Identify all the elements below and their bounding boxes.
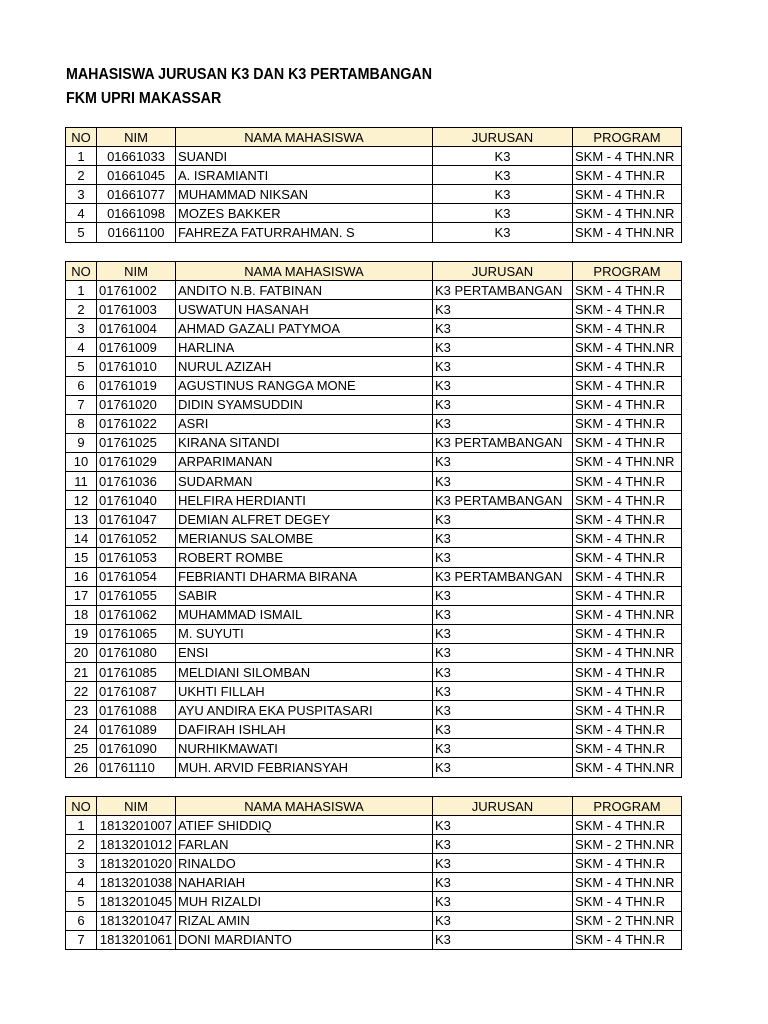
table-row — [66, 338, 682, 357]
header-program: PROGRAM — [573, 797, 682, 816]
cell-jurusan: K3 — [433, 854, 573, 873]
cell-no: 14 — [66, 529, 97, 548]
table-row — [66, 166, 682, 185]
cell-program: SKM - 4 THN.NR — [573, 605, 682, 624]
cell-nama: SUDARMAN — [176, 472, 433, 491]
table-row — [66, 567, 682, 586]
cell-jurusan: K3 — [433, 682, 573, 701]
header-jurusan: JURUSAN — [433, 797, 573, 816]
cell-nama: SABIR — [176, 586, 433, 605]
table-row — [66, 624, 682, 643]
cell-nim: 01761088 — [97, 701, 176, 720]
cell-program: SKM - 4 THN.NR — [573, 452, 682, 471]
cell-nama: NURHIKMAWATI — [176, 739, 433, 758]
cell-no: 22 — [66, 682, 97, 701]
cell-no: 20 — [66, 643, 97, 662]
cell-no: 7 — [66, 395, 97, 414]
cell-no: 3 — [66, 185, 97, 204]
cell-jurusan: K3 — [433, 758, 573, 777]
table-row — [66, 720, 682, 739]
cell-no: 25 — [66, 739, 97, 758]
cell-jurusan: K3 — [433, 892, 573, 911]
cell-nama: HARLINA — [176, 338, 433, 357]
cell-nama: RINALDO — [176, 854, 433, 873]
cell-jurusan: K3 — [433, 529, 573, 548]
cell-no: 24 — [66, 720, 97, 739]
cell-program: SKM - 2 THN.NR — [573, 911, 682, 930]
cell-nama: RIZAL AMIN — [176, 911, 433, 930]
header-no: NO — [66, 128, 97, 147]
cell-nama: DIDIN SYAMSUDDIN — [176, 395, 433, 414]
cell-program: SKM - 4 THN.R — [573, 376, 682, 395]
cell-program: SKM - 2 THN.NR — [573, 835, 682, 854]
table-row — [66, 586, 682, 605]
cell-nama: MERIANUS SALOMBE — [176, 529, 433, 548]
cell-nama: MUH RIZALDI — [176, 892, 433, 911]
cell-program: SKM - 4 THN.R — [573, 624, 682, 643]
cell-nim: 01761089 — [97, 720, 176, 739]
cell-nim: 01761054 — [97, 567, 176, 586]
cell-program: SKM - 4 THN.R — [573, 510, 682, 529]
cell-nim: 01761004 — [97, 319, 176, 338]
cell-nim: 1813201061 — [97, 930, 176, 949]
header-program: PROGRAM — [573, 128, 682, 147]
cell-nim: 1813201007 — [97, 816, 176, 835]
cell-program: SKM - 4 THN.NR — [573, 223, 682, 242]
table-row — [66, 930, 682, 949]
cell-nama: DAFIRAH ISHLAH — [176, 720, 433, 739]
cell-jurusan: K3 — [433, 223, 573, 242]
cell-jurusan: K3 — [433, 357, 573, 376]
cell-no: 12 — [66, 491, 97, 510]
header-nim: NIM — [97, 128, 176, 147]
cell-no: 3 — [66, 854, 97, 873]
cell-nama: HELFIRA HERDIANTI — [176, 491, 433, 510]
cell-no: 7 — [66, 930, 97, 949]
cell-no: 2 — [66, 835, 97, 854]
cell-no: 10 — [66, 452, 97, 471]
table-row — [66, 739, 682, 758]
cell-nim: 01661077 — [97, 185, 176, 204]
cell-program: SKM - 4 THN.R — [573, 185, 682, 204]
cell-nama: DONI MARDIANTO — [176, 930, 433, 949]
cell-nim: 01661033 — [97, 147, 176, 166]
cell-jurusan: K3 — [433, 816, 573, 835]
table-row — [66, 147, 682, 166]
cell-program: SKM - 4 THN.NR — [573, 204, 682, 223]
cell-nim: 01761020 — [97, 395, 176, 414]
cell-program: SKM - 4 THN.R — [573, 357, 682, 376]
cell-nama: MUHAMMAD ISMAIL — [176, 605, 433, 624]
cell-no: 8 — [66, 414, 97, 433]
cell-jurusan: K3 — [433, 147, 573, 166]
cell-nim: 01761087 — [97, 682, 176, 701]
header-nama: NAMA MAHASISWA — [176, 262, 433, 281]
cell-nim: 01761052 — [97, 529, 176, 548]
cell-jurusan: K3 — [433, 624, 573, 643]
cell-jurusan: K3 — [433, 911, 573, 930]
cell-program: SKM - 4 THN.R — [573, 472, 682, 491]
cell-nama: SUANDI — [176, 147, 433, 166]
cell-jurusan: K3 — [433, 510, 573, 529]
table-row — [66, 605, 682, 624]
table-row — [66, 185, 682, 204]
header-nim: NIM — [97, 262, 176, 281]
cell-nim: 01761022 — [97, 414, 176, 433]
cell-nim: 1813201038 — [97, 873, 176, 892]
cell-no: 18 — [66, 605, 97, 624]
cell-nim: 01761080 — [97, 643, 176, 662]
cell-nim: 01761010 — [97, 357, 176, 376]
table-row — [66, 491, 682, 510]
cell-no: 19 — [66, 624, 97, 643]
cell-jurusan: K3 — [433, 739, 573, 758]
cell-nama: AHMAD GAZALI PATYMOA — [176, 319, 433, 338]
cell-no: 16 — [66, 567, 97, 586]
cell-no: 4 — [66, 204, 97, 223]
cell-no: 11 — [66, 472, 97, 491]
cell-jurusan: K3 — [433, 662, 573, 681]
cell-no: 21 — [66, 662, 97, 681]
table-row — [66, 873, 682, 892]
cell-jurusan: K3 PERTAMBANGAN — [433, 491, 573, 510]
cell-no: 3 — [66, 319, 97, 338]
table-row — [66, 892, 682, 911]
table-row — [66, 452, 682, 471]
student-table-1 — [65, 127, 682, 243]
cell-nama: A. ISRAMIANTI — [176, 166, 433, 185]
cell-nama: ASRI — [176, 414, 433, 433]
cell-jurusan: K3 — [433, 701, 573, 720]
cell-nama: NURUL AZIZAH — [176, 357, 433, 376]
cell-nama: AGUSTINUS RANGGA MONE — [176, 376, 433, 395]
cell-nim: 01761036 — [97, 472, 176, 491]
cell-nim: 01661098 — [97, 204, 176, 223]
cell-nim: 01761019 — [97, 376, 176, 395]
cell-nama: ENSI — [176, 643, 433, 662]
cell-jurusan: K3 — [433, 185, 573, 204]
table-row — [66, 510, 682, 529]
cell-jurusan: K3 — [433, 643, 573, 662]
header-jurusan: JURUSAN — [433, 128, 573, 147]
header-nama: NAMA MAHASISWA — [176, 797, 433, 816]
table-row — [66, 548, 682, 567]
cell-jurusan: K3 — [433, 300, 573, 319]
cell-nim: 01761062 — [97, 605, 176, 624]
cell-nama: MUH. ARVID FEBRIANSYAH — [176, 758, 433, 777]
cell-no: 4 — [66, 873, 97, 892]
table-row — [66, 472, 682, 491]
cell-program: SKM - 4 THN.R — [573, 319, 682, 338]
cell-program: SKM - 4 THN.R — [573, 930, 682, 949]
cell-jurusan: K3 — [433, 204, 573, 223]
cell-nim: 01661045 — [97, 166, 176, 185]
cell-program: SKM - 4 THN.R — [573, 662, 682, 681]
table-header-row — [66, 128, 682, 147]
cell-nim: 01761053 — [97, 548, 176, 567]
cell-nama: ARPARIMANAN — [176, 452, 433, 471]
cell-no: 1 — [66, 147, 97, 166]
cell-program: SKM - 4 THN.R — [573, 548, 682, 567]
header-program: PROGRAM — [573, 262, 682, 281]
cell-program: SKM - 4 THN.R — [573, 892, 682, 911]
document-subtitle: FKM UPRI MAKASSAR — [66, 90, 222, 107]
cell-nim: 01761040 — [97, 491, 176, 510]
cell-no: 4 — [66, 338, 97, 357]
cell-nim: 01761055 — [97, 586, 176, 605]
cell-jurusan: K3 — [433, 472, 573, 491]
cell-program: SKM - 4 THN.R — [573, 300, 682, 319]
cell-program: SKM - 4 THN.R — [573, 567, 682, 586]
table-row — [66, 433, 682, 452]
cell-no: 5 — [66, 892, 97, 911]
cell-jurusan: K3 — [433, 338, 573, 357]
cell-nama: MOZES BAKKER — [176, 204, 433, 223]
cell-program: SKM - 4 THN.R — [573, 433, 682, 452]
cell-nim: 01761065 — [97, 624, 176, 643]
cell-program: SKM - 4 THN.NR — [573, 758, 682, 777]
cell-nim: 01661100 — [97, 223, 176, 242]
cell-nama: MUHAMMAD NIKSAN — [176, 185, 433, 204]
cell-program: SKM - 4 THN.NR — [573, 873, 682, 892]
cell-no: 13 — [66, 510, 97, 529]
table-row — [66, 300, 682, 319]
cell-nama: FEBRIANTI DHARMA BIRANA — [176, 567, 433, 586]
cell-program: SKM - 4 THN.NR — [573, 338, 682, 357]
cell-jurusan: K3 — [433, 548, 573, 567]
cell-jurusan: K3 — [433, 319, 573, 338]
cell-jurusan: K3 PERTAMBANGAN — [433, 281, 573, 300]
table-header-row — [66, 262, 682, 281]
cell-program: SKM - 4 THN.R — [573, 529, 682, 548]
cell-program: SKM - 4 THN.R — [573, 720, 682, 739]
cell-no: 15 — [66, 548, 97, 567]
cell-jurusan: K3 — [433, 930, 573, 949]
table-row — [66, 529, 682, 548]
cell-program: SKM - 4 THN.R — [573, 739, 682, 758]
cell-nim: 01761003 — [97, 300, 176, 319]
table-row — [66, 414, 682, 433]
table-row — [66, 835, 682, 854]
cell-jurusan: K3 PERTAMBANGAN — [433, 433, 573, 452]
cell-nim: 1813201047 — [97, 911, 176, 930]
table-row — [66, 758, 682, 777]
table-row — [66, 204, 682, 223]
document-title: MAHASISWA JURUSAN K3 DAN K3 PERTAMBANGAN — [66, 66, 433, 83]
cell-program: SKM - 4 THN.NR — [573, 147, 682, 166]
header-nama: NAMA MAHASISWA — [176, 128, 433, 147]
cell-no: 9 — [66, 433, 97, 452]
cell-program: SKM - 4 THN.R — [573, 414, 682, 433]
cell-jurusan: K3 PERTAMBANGAN — [433, 567, 573, 586]
cell-nama: AYU ANDIRA EKA PUSPITASARI — [176, 701, 433, 720]
cell-jurusan: K3 — [433, 586, 573, 605]
cell-no: 1 — [66, 816, 97, 835]
cell-program: SKM - 4 THN.R — [573, 395, 682, 414]
cell-nama: KIRANA SITANDI — [176, 433, 433, 452]
cell-nim: 01761085 — [97, 662, 176, 681]
cell-program: SKM - 4 THN.R — [573, 682, 682, 701]
table-row — [66, 643, 682, 662]
cell-jurusan: K3 — [433, 720, 573, 739]
cell-program: SKM - 4 THN.NR — [573, 643, 682, 662]
cell-no: 23 — [66, 701, 97, 720]
table-row — [66, 911, 682, 930]
header-nim: NIM — [97, 797, 176, 816]
table-row — [66, 376, 682, 395]
cell-nama: USWATUN HASANAH — [176, 300, 433, 319]
cell-nama: ATIEF SHIDDIQ — [176, 816, 433, 835]
cell-no: 6 — [66, 911, 97, 930]
cell-program: SKM - 4 THN.R — [573, 816, 682, 835]
cell-nim: 1813201012 — [97, 835, 176, 854]
header-no: NO — [66, 262, 97, 281]
table-row — [66, 662, 682, 681]
cell-jurusan: K3 — [433, 605, 573, 624]
table-row — [66, 682, 682, 701]
student-table-3 — [65, 796, 682, 950]
cell-nama: DEMIAN ALFRET DEGEY — [176, 510, 433, 529]
cell-nama: FARLAN — [176, 835, 433, 854]
cell-nama: MELDIANI SILOMBAN — [176, 662, 433, 681]
table-row — [66, 281, 682, 300]
cell-nim: 1813201020 — [97, 854, 176, 873]
cell-jurusan: K3 — [433, 376, 573, 395]
cell-jurusan: K3 — [433, 414, 573, 433]
table-header-row — [66, 797, 682, 816]
cell-nim: 01761009 — [97, 338, 176, 357]
cell-nama: ANDITO N.B. FATBINAN — [176, 281, 433, 300]
cell-program: SKM - 4 THN.R — [573, 586, 682, 605]
cell-program: SKM - 4 THN.R — [573, 491, 682, 510]
table-row — [66, 319, 682, 338]
cell-jurusan: K3 — [433, 395, 573, 414]
cell-nama: M. SUYUTI — [176, 624, 433, 643]
header-no: NO — [66, 797, 97, 816]
cell-jurusan: K3 — [433, 873, 573, 892]
cell-program: SKM - 4 THN.R — [573, 854, 682, 873]
cell-nim: 01761047 — [97, 510, 176, 529]
table-row — [66, 854, 682, 873]
table-row — [66, 816, 682, 835]
cell-program: SKM - 4 THN.R — [573, 281, 682, 300]
cell-nim: 01761025 — [97, 433, 176, 452]
cell-no: 1 — [66, 281, 97, 300]
cell-no: 5 — [66, 223, 97, 242]
cell-no: 26 — [66, 758, 97, 777]
table-row — [66, 701, 682, 720]
cell-no: 2 — [66, 300, 97, 319]
cell-program: SKM - 4 THN.R — [573, 701, 682, 720]
header-jurusan: JURUSAN — [433, 262, 573, 281]
table-row — [66, 395, 682, 414]
student-table-2 — [65, 261, 682, 778]
cell-nim: 1813201045 — [97, 892, 176, 911]
table-row — [66, 223, 682, 242]
cell-no: 17 — [66, 586, 97, 605]
cell-no: 2 — [66, 166, 97, 185]
cell-nama: ROBERT ROMBE — [176, 548, 433, 567]
cell-program: SKM - 4 THN.R — [573, 166, 682, 185]
cell-nim: 01761029 — [97, 452, 176, 471]
cell-nim: 01761090 — [97, 739, 176, 758]
cell-no: 5 — [66, 357, 97, 376]
cell-nim: 01761110 — [97, 758, 176, 777]
cell-nim: 01761002 — [97, 281, 176, 300]
cell-nama: NAHARIAH — [176, 873, 433, 892]
cell-nama: FAHREZA FATURRAHMAN. S — [176, 223, 433, 242]
cell-jurusan: K3 — [433, 166, 573, 185]
cell-nama: UKHTI FILLAH — [176, 682, 433, 701]
table-row — [66, 357, 682, 376]
cell-jurusan: K3 — [433, 452, 573, 471]
cell-no: 6 — [66, 376, 97, 395]
cell-jurusan: K3 — [433, 835, 573, 854]
